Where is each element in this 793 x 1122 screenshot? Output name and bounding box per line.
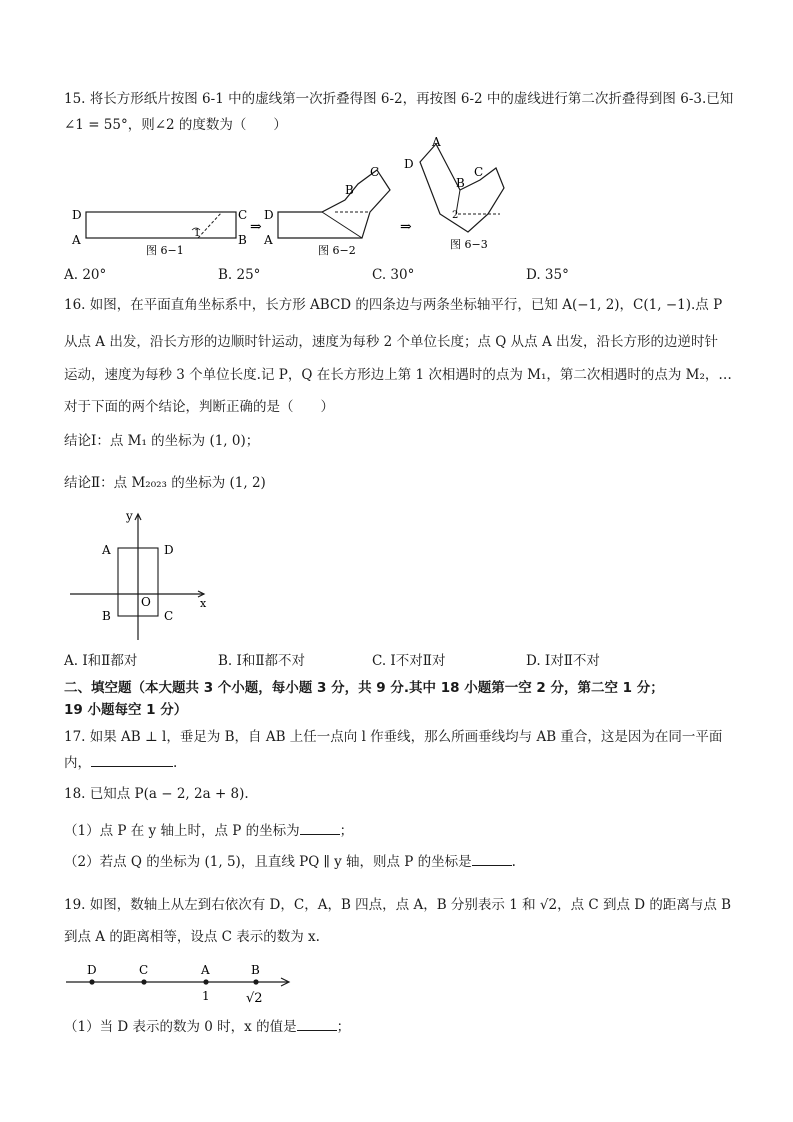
q16-option-d[interactable]: D. Ⅰ对Ⅱ不对 xyxy=(526,653,600,669)
q18-part2 xyxy=(64,851,516,871)
q19-part1-text: （1）当 D 表示的数为 0 时，x 的值是 xyxy=(64,1019,297,1035)
q18-text-line1: 18. 已知点 P(a − 2, 2a + 8). xyxy=(64,786,249,802)
q19-text-line1: 19. 如图，数轴上从左到右依次有 D，C，A，B 四点，点 A，B 分别表示 1 和 √2，点 C 到点 D 的距离与点 B xyxy=(64,897,732,913)
fig2-label-A: A xyxy=(264,233,273,247)
section-2-heading-cont: 19 小题每空 1 分） xyxy=(64,702,188,718)
fig1-label-B: B xyxy=(238,233,247,247)
fig1-label-A: A xyxy=(72,233,81,247)
q19-text-line2: 到点 A 的距离相等，设点 C 表示的数为 x. xyxy=(64,929,320,945)
point-c-label: C xyxy=(139,963,149,977)
q17-answer-blank[interactable] xyxy=(91,752,173,767)
q15-option-d[interactable]: D. 35° xyxy=(526,267,569,283)
fig2-label-C: C xyxy=(370,165,380,179)
y-axis-label: y xyxy=(126,509,133,523)
point-c-label: C xyxy=(164,609,174,623)
point-b-label: B xyxy=(251,963,260,977)
fig1-label-D: D xyxy=(72,208,82,222)
point-d-label: D xyxy=(164,543,174,557)
arrow-icon: ⇒ xyxy=(250,219,262,235)
q18-part1 xyxy=(64,820,353,840)
fig2-label-D: D xyxy=(264,208,274,222)
q19-number-line xyxy=(60,958,300,1008)
q17-text-line2 xyxy=(64,752,177,772)
point-a xyxy=(203,979,208,984)
fig3-label-D: D xyxy=(404,157,414,171)
q15-option-a[interactable]: A. 20° xyxy=(64,267,107,283)
q15-text-line2: ∠1 = 55°，则∠2 的度数为（ ） xyxy=(64,117,287,133)
q18-part1-text: （1）点 P 在 y 轴上时，点 P 的坐标为 xyxy=(64,823,300,839)
q18-part1-suffix: ； xyxy=(339,823,354,839)
q16-conclusion-1: 结论Ⅰ：点 M₁ 的坐标为 (1, 0)； xyxy=(64,433,260,449)
q16-text-line1: 16. 如图，在平面直角坐标系中，长方形 ABCD 的四条边与两条坐标轴平行，已知 A(−1, 2)，C(1, −1).点 P xyxy=(64,297,723,313)
fig2-caption: 图 6−2 xyxy=(318,244,356,257)
q17-prefix: 内， xyxy=(64,755,91,771)
arrow-icon: ⇒ xyxy=(400,219,412,235)
point-a-label: A xyxy=(102,543,111,557)
q16-text-line2: 从点 A 出发，沿长方形的边顺时针运动，速度为每秒 2 个单位长度；点 Q 从点 A 出发，沿长方形的边逆时针 xyxy=(64,334,718,350)
fig1-rectangle xyxy=(86,212,236,238)
fig2-crease xyxy=(322,212,362,238)
fig3-caption: 图 6−3 xyxy=(450,238,488,251)
point-d xyxy=(89,979,94,984)
q19-part1-suffix: ； xyxy=(336,1019,351,1035)
q16-option-b[interactable]: B. Ⅰ和Ⅱ都不对 xyxy=(218,653,306,669)
q15-option-c[interactable]: C. 30° xyxy=(372,267,415,283)
q18-part2-text: （2）若点 Q 的坐标为 (1, 5)，且直线 PQ ∥ y 轴，则点 P 的坐标是 xyxy=(64,854,472,870)
point-b-label: B xyxy=(102,609,111,623)
q17-text-line1: 17. 如果 AB ⊥ l，垂足为 B，自 AB 上任一点向 l 作垂线，那么所画垂线均与 AB 重合，这是因为在同一平面 xyxy=(64,729,723,745)
fig3-label-C: C xyxy=(474,165,484,179)
q15-text-line1: 15. 将长方形纸片按图 6-1 中的虚线第一次折叠得图 6-2，再按图 6-2 中的虚线进行第二次折叠得到图 6-3.已知 xyxy=(64,91,734,107)
q17-suffix: . xyxy=(173,755,178,771)
q19-part1-blank[interactable] xyxy=(297,1016,337,1031)
q18-part1-blank[interactable] xyxy=(300,820,340,835)
fig3-label-A: A xyxy=(432,135,441,149)
origin-label: O xyxy=(141,595,151,609)
q19-part1 xyxy=(64,1016,350,1036)
fig1-fold-line xyxy=(198,212,222,238)
q16-text-line3: 运动，速度为每秒 3 个单位长度.记 P，Q 在长方形边上第 1 次相遇时的点为 M₁，第二次相遇时的点为 M₂，… xyxy=(64,367,732,383)
point-b xyxy=(253,979,258,984)
section-2-heading: 二、填空题（本大题共 3 个小题，每小题 3 分，共 9 分.其中 18 小题第一空 2 分，第二空 1 分； xyxy=(64,680,664,696)
q15-option-b[interactable]: B. 25° xyxy=(218,267,261,283)
q16-option-a[interactable]: A. Ⅰ和Ⅱ都对 xyxy=(64,653,138,669)
q16-coordinate-graph xyxy=(64,506,224,646)
fig2-label-B: B xyxy=(345,183,354,197)
fig3-label-B: B xyxy=(456,176,465,190)
q16-option-c[interactable]: C. Ⅰ不对Ⅱ对 xyxy=(372,653,446,669)
q16-conclusion-2: 结论Ⅱ：点 M₂₀₂₃ 的坐标为 (1, 2) xyxy=(64,475,266,491)
point-a-label: A xyxy=(201,963,210,977)
x-axis-label: x xyxy=(200,597,207,610)
fig1-label-1: 1 xyxy=(194,228,201,239)
q18-part2-suffix: . xyxy=(511,854,516,870)
point-b-value: √2 xyxy=(246,991,263,1006)
fig1-caption: 图 6−1 xyxy=(146,244,184,257)
q18-part2-blank[interactable] xyxy=(472,851,512,866)
q16-text-line4: 对于下面的两个结论，判断正确的是（ ） xyxy=(64,399,334,415)
fig3-label-2: 2 xyxy=(452,210,459,221)
q15-figures xyxy=(60,132,520,260)
fig1-label-C: C xyxy=(238,208,248,222)
point-c xyxy=(141,979,146,984)
point-d-label: D xyxy=(87,963,97,977)
point-a-value: 1 xyxy=(202,989,210,1003)
fig2-shape xyxy=(278,170,390,238)
